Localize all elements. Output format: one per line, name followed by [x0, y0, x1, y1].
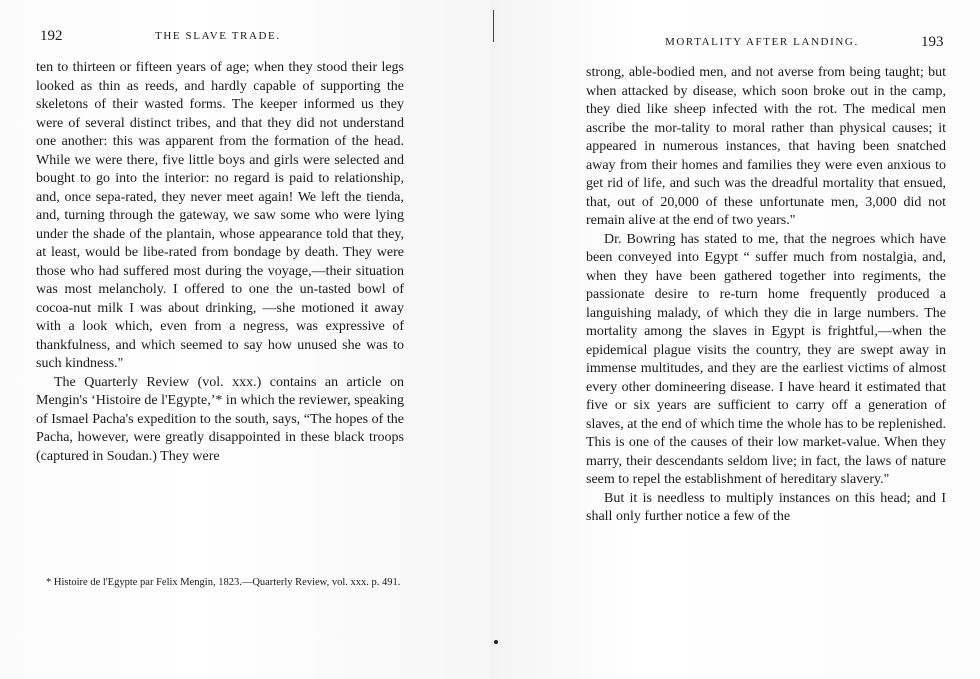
right-paragraph-3: But it is needless to multiply instances on this head; and I shall only further notice a few of the: [586, 490, 946, 524]
right-paragraph-1: strong, able-bodied men, and not averse from being taught; but when attacked by disease, which soon broke out in the camp, they died like sheep infected with the rot. The medical men ascribe the mor-tality to moral rather than physical causes; it appeared in numerous instances, that having been snatched away from their homes and families they were even anxious to get rid of life, and such was the dreadful mortality that ensued, that, out of 20,000 of these unfortunate men, 3,000 did not remain alive at the end of two years.": [586, 65, 946, 228]
left-paragraph-1: ten to thirteen or fifteen years of age; when they stood their legs looked as thin as reeds, and hardly capable of supporting the skeletons of their wasted forms. The keeper informed us they were of several distinct tribes, and that they did not understand one another: this was apparent from the formation of the head. While we were there, five little boys and girls were selected and bought to go into the interior: no regard is paid to relationship, and, once sepa-rated, they never meet again! We left the tienda, and, turning through the gateway, we saw some who were lying under the shade of the plantain, whose appearance told that they, at least, would be libe-rated from bondage by death. They were those who had suffered most during the voyage,—their situation was most melancholy. I offered to one the un-tasted bowl of cocoa-nut milk I was about drinking, —she motioned it away with a look which, even from a negress, was expressive of thankfulness, and which seemed to say how unused she was to such kindness.": [36, 60, 404, 371]
footnote-text: * Histoire de l'Egypte par Felix Mengin, 1823.—Quarterly Review, vol. xxx. p. 491.: [46, 577, 401, 588]
left-paragraph-2: The Quarterly Review (vol. xxx.) contains an article on Mengin's ‘Histoire de l'Egypte,’* in which the reviewer, speaking of Ismael Pacha's expedition to the south, says, “The hopes of the Pacha, however, were greatly disappointed in these black troops (captured in Soudan.) They were: [36, 374, 404, 464]
gutter-mark: [493, 10, 494, 42]
right-running-head: MORTALITY AFTER LANDING.: [665, 36, 859, 48]
right-page-number: 193: [921, 34, 944, 50]
left-running-head: THE SLAVE TRADE.: [155, 30, 281, 42]
right-page-text: [586, 64, 946, 527]
print-speck: [494, 640, 498, 644]
left-page-text: [36, 59, 404, 466]
left-footnote: [36, 575, 404, 590]
right-paragraph-2: Dr. Bowring has stated to me, that the negroes which have been conveyed into Egypt “ suffer much from nostalgia, and, when they have been gathered together into regiments, the passionate desire to re-turn home frequently produced a languishing malady, of which they die in large numbers. The mortality among the slaves in Egypt is frightful,—when the epidemical plague visits the country, they are swept away in immense multitudes, and they are the earliest victims of almost every other domineering disease. I have heard it estimated that five or six years are sufficient to carry off a generation of slaves, at the end of which time the whole has to be replenished. This is one of the causes of their low market-value. When they marry, their descendants seldom live; in fact, the laws of nature seem to repel the establishment of hereditary slavery.": [586, 231, 947, 487]
left-page-number: 192: [40, 28, 63, 44]
